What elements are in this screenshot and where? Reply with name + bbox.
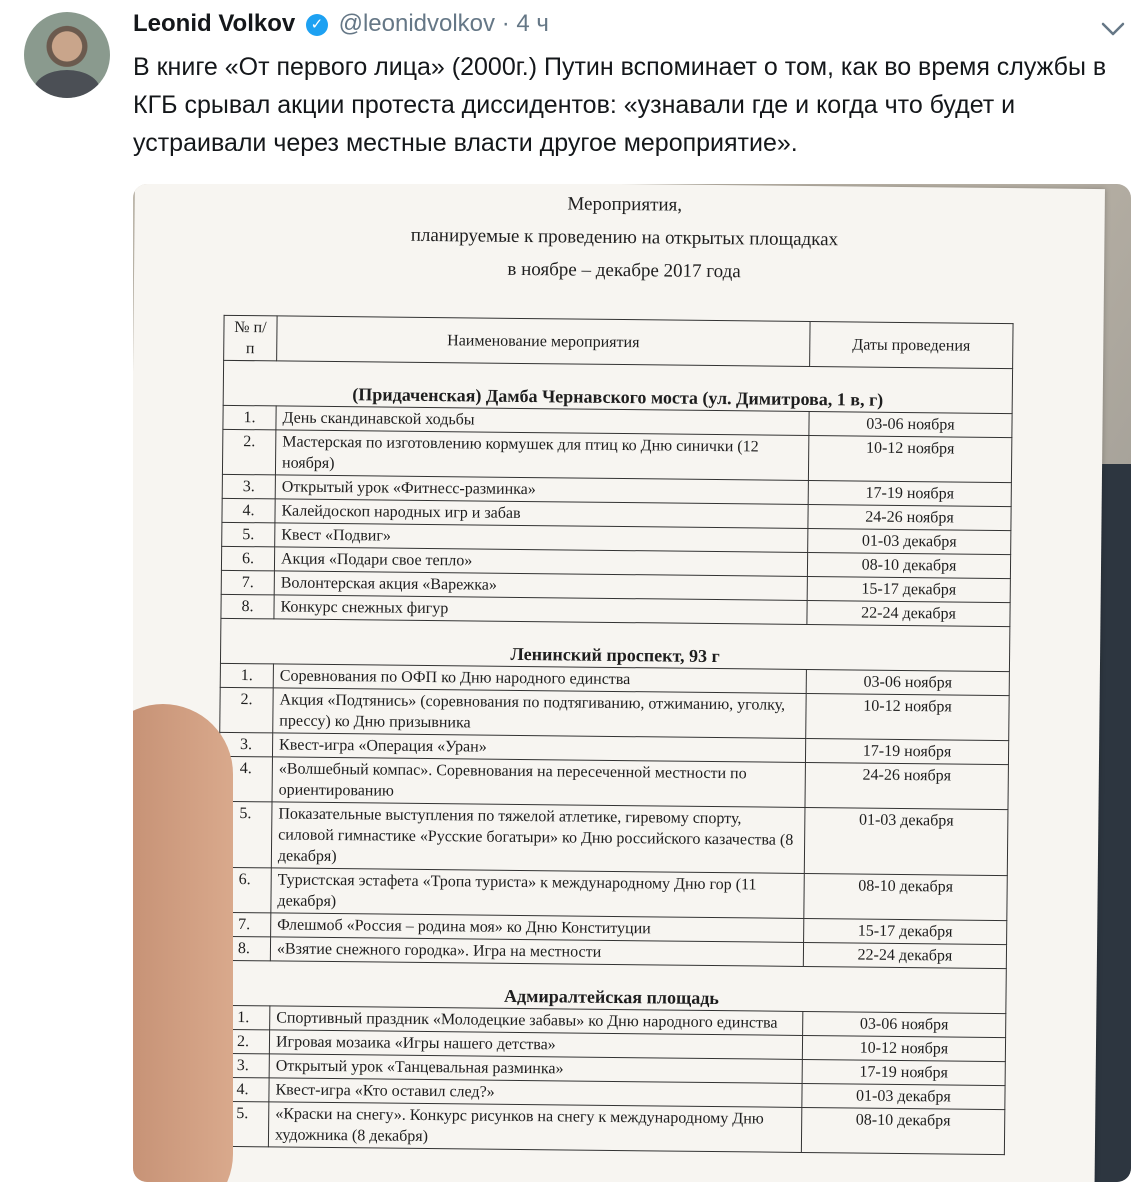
header-name: Наименование мероприятия (277, 316, 810, 367)
row-dates: 15-17 декабря (804, 918, 1007, 944)
row-dates: 17-19 ноября (808, 480, 1011, 506)
table-row (215, 1101, 1004, 1154)
row-dates: 08-10 декабря (804, 873, 1007, 920)
row-event-name: Открытый урок «Танцевальная разминка» (269, 1054, 802, 1084)
row-event-name: День скандинавской ходьбы (276, 406, 809, 436)
section-title: Адмиралтейская площадь (217, 960, 1006, 1013)
row-event-name: Флешмоб «Россия – родина моя» ко Дню Конституции (271, 913, 804, 943)
row-number: 6. (218, 867, 271, 913)
row-event-name: Калейдоскоп народных игр и забав (275, 499, 808, 529)
row-event-name: Мастерская по изготовлению кормушек для птиц ко Дню синички (12 ноября) (275, 430, 808, 481)
row-event-name: Конкурс снежных фигур (274, 595, 807, 625)
row-number: 8. (217, 936, 270, 961)
schedule-table (215, 315, 1014, 1155)
header-dates: Даты проведения (810, 321, 1013, 368)
row-dates: 17-19 ноября (802, 1059, 1005, 1085)
row-number: 5. (215, 1101, 268, 1147)
row-number: 3. (222, 474, 275, 499)
row-dates: 10-12 ноября (808, 435, 1011, 482)
hand (133, 704, 233, 1182)
row-dates: 08-10 декабря (801, 1107, 1004, 1154)
tweet-photo[interactable] (133, 184, 1131, 1182)
row-event-name: «Взятие снежного городка». Игра на местности (270, 937, 803, 967)
row-number: 4. (216, 1077, 269, 1102)
row-number: 1. (217, 1005, 270, 1030)
row-event-name: Соревнования по ОФП ко Дню народного единства (273, 664, 806, 694)
row-dates: 22-24 декабря (807, 600, 1010, 626)
row-dates: 03-06 ноября (809, 411, 1012, 437)
table-body (215, 360, 1012, 1154)
row-event-name: Туристская эстафета «Тропа туриста» к международному Дню гор (11 декабря) (271, 868, 804, 919)
row-dates: 03-06 ноября (803, 1011, 1006, 1037)
tweet-header (133, 10, 549, 38)
row-event-name: Спортивный праздник «Молодецкие забавы» ко Дню народного единства (270, 1006, 803, 1036)
tweet-timestamp[interactable]: 4 ч (516, 10, 549, 37)
row-number: 7. (221, 570, 274, 595)
row-dates: 24-26 ноября (808, 504, 1011, 530)
avatar-shoulders (34, 70, 100, 98)
document-title-line: планируемые к проведению на открытых площадках (410, 224, 839, 251)
row-event-name: Квест-игра «Операция «Уран» (272, 733, 805, 763)
row-event-name: Игровая мозаика «Игры нашего детства» (269, 1030, 802, 1060)
row-dates: 24-26 ноября (805, 762, 1008, 809)
row-number: 5. (222, 522, 275, 547)
row-event-name: Акция «Подари свое тепло» (274, 547, 807, 577)
row-dates: 01-03 декабря (802, 1083, 1005, 1109)
row-dates: 08-10 декабря (807, 552, 1010, 578)
row-event-name: «Краски на снегу». Конкурс рисунков на снегу к международному Дню художника (8 декабря) (268, 1102, 801, 1153)
tweet-text: В книге «От первого лица» (2000г.) Путин вспоминает о том, как во время службы в КГБ срывал акции протеста диссидентов: «узнавали где и когда что будет и устраивали через местные власти другое мероприятие». (133, 53, 1107, 157)
separator-dot: · (501, 10, 510, 37)
row-number: 5. (218, 801, 272, 868)
author-handle[interactable]: @leonidvolkov (338, 10, 496, 37)
row-dates: 01-03 декабря (804, 807, 1008, 875)
row-number: 3. (219, 732, 272, 757)
row-number: 4. (222, 498, 275, 523)
row-dates: 17-19 ноября (805, 738, 1008, 764)
section-title: (Придаченская) Дамба Чернавского моста (ул. Димитрова, 1 в, г) (223, 360, 1012, 413)
row-event-name: Показательные выступления по тяжелой атлетике, гиревому спорту, силовой гимнастике «Русские богатыри» ко Дню российского казачества (8 декабря) (271, 802, 805, 874)
row-event-name: «Волшебный компас». Соревнования на пересеченной местности по ориентированию (272, 757, 805, 808)
author-name[interactable]: Leonid Volkov (133, 10, 296, 37)
row-event-name: Открытый урок «Фитнесс-разминка» (275, 475, 808, 505)
row-dates: 15-17 декабря (807, 576, 1010, 602)
verified-badge-icon: ✓ (306, 14, 328, 36)
row-number: 2. (220, 687, 273, 733)
row-number: 3. (216, 1053, 269, 1078)
row-number: 2. (216, 1029, 269, 1054)
row-dates: 22-24 декабря (803, 942, 1006, 968)
row-number: 4. (219, 756, 272, 802)
row-dates: 10-12 ноября (802, 1035, 1005, 1061)
row-dates: 03-06 ноября (806, 669, 1009, 695)
row-event-name: Квест-игра «Кто оставил след?» (269, 1078, 802, 1108)
row-number: 7. (218, 912, 271, 937)
row-dates: 01-03 декабря (808, 528, 1011, 554)
avatar[interactable] (24, 12, 110, 98)
document-title-line: в ноябре – декабре 2017 года (507, 258, 741, 283)
header-num: № п/п (224, 315, 277, 361)
row-event-name: Акция «Подтянись» (соревнования по подтягиванию, отжиманию, уголку, прессу) ко Дню призывника (273, 688, 806, 739)
row-event-name: Квест «Подвиг» (275, 523, 808, 553)
section-title: Ленинский проспект, 93 г (220, 618, 1009, 671)
row-number: 1. (220, 663, 273, 688)
document-title-line: Мероприятия, (567, 193, 683, 216)
chevron-down-icon[interactable] (1098, 14, 1128, 44)
row-number: 8. (221, 594, 274, 619)
document (215, 184, 1025, 1155)
document-sheet (133, 184, 1105, 1182)
table-row (218, 801, 1008, 875)
row-number: 1. (223, 405, 276, 430)
row-event-name: Волонтерская акция «Варежка» (274, 571, 807, 601)
document-title (224, 184, 1025, 291)
row-dates: 10-12 ноября (806, 693, 1009, 740)
row-number: 2. (222, 429, 275, 475)
row-number: 6. (221, 546, 274, 571)
